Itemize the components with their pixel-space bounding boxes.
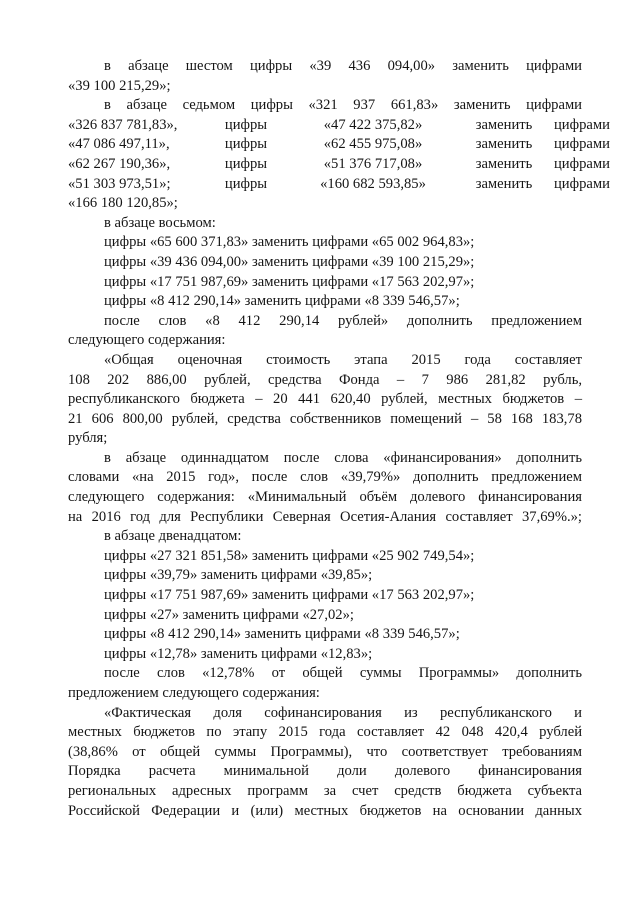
text-line: «Общая оценочная стоимость этапа 2015 года составляет [104,351,582,368]
text-line: цифры «8 412 290,14» заменить цифрами «8 339 546,57»; [104,293,460,310]
text-line: на 2016 год для Республики Северная Осетия-Алания составляет 37,69%.»; [68,508,582,525]
text-line-columns [68,135,610,155]
text-cell: «62 455 975,08» [323,136,423,153]
text-cell: цифры [224,175,268,192]
text-cell: «326 837 781,83», [68,116,178,133]
text-cell: «62 267 190,36», [68,155,171,172]
text-cell: цифры [224,136,268,153]
text-line: цифры «12,78» заменить цифрами «12,83»; [104,645,373,662]
text-line: Российской Федерации и (или) местных бюджетов на основании данных [68,802,582,819]
text-cell: цифрами [554,136,610,153]
text-line: 108 202 886,00 рублей, средства Фонда – 7 986 281,82 рубль, [68,371,582,388]
text-line: Порядка расчета минимальной доли долевого финансирования [68,763,582,780]
text-line: цифры «39,79» заменить цифрами «39,85»; [104,567,373,584]
text-line: цифры «8 412 290,14» заменить цифрами «8 339 546,57»; [104,626,460,643]
text-cell: цифры [224,116,268,133]
text-line: после слов «8 412 290,14 рублей» дополнить предложением [104,312,582,329]
text-line: республиканского бюджета – 20 441 620,40 рублей, местных бюджетов – [68,391,582,408]
text-line: цифры «27 321 851,58» заменить цифрами «25 902 749,54»; [104,547,475,564]
text-line: 21 606 800,00 рублей, средства собственников помещений – 58 168 183,78 [68,410,582,427]
text-cell: заменить [475,155,533,172]
text-line-columns [68,155,610,175]
text-cell: «160 682 593,85» [320,175,426,192]
text-line: в абзаце седьмом цифры «321 937 661,83» заменить цифрами [104,97,582,114]
text-line: цифры «27» заменить цифрами «27,02»; [104,606,354,623]
text-line: цифры «65 600 371,83» заменить цифрами «65 002 964,83»; [104,234,475,251]
text-cell: цифрами [554,155,610,172]
text-cell: заменить [475,136,533,153]
text-line: после слов «12,78% от общей суммы Программы» дополнить [104,665,582,682]
text-line: «Фактическая доля софинансирования из республиканского и [104,704,582,721]
text-cell: «51 376 717,08» [323,155,423,172]
text-cell: «47 422 375,82» [323,116,423,133]
text-line: цифры «39 436 094,00» заменить цифрами «39 100 215,29»; [104,253,475,270]
text-line: (38,86% от общей суммы Программы), что соответствует требованиям [68,743,582,760]
text-line: словами «на 2015 год», после слов «39,79%» дополнить предложением [68,469,582,486]
text-cell: цифрами [554,116,610,133]
text-line-columns [68,175,610,195]
text-line: в абзаце двенадцатом: [104,528,242,545]
text-line: «166 180 120,85»; [68,195,178,212]
text-cell: заменить [475,116,533,133]
text-cell: цифры [224,155,268,172]
text-line: в абзаце одиннадцатом после слова «финансирования» дополнить [104,449,582,466]
text-line: местных бюджетов по этапу 2015 года составляет 42 048 420,4 рублей [68,724,582,741]
text-line: следующего содержания: [68,332,226,349]
text-line: цифры «17 751 987,69» заменить цифрами «17 563 202,97»; [104,587,475,604]
text-cell: цифрами [554,175,610,192]
text-line-columns [68,116,610,136]
text-cell: заменить [475,175,533,192]
text-line: рубля; [68,430,108,447]
text-line: цифры «17 751 987,69» заменить цифрами «17 563 202,97»; [104,273,475,290]
text-line: следующего содержания: «Минимальный объём долевого финансирования [68,489,582,506]
text-line: предложением следующего содержания: [68,685,320,701]
text-line: в абзаце шестом цифры «39 436 094,00» заменить цифрами [104,58,582,74]
text-line: «39 100 215,29»; [68,77,171,94]
text-line: региональных адресных программ за счет средств бюджета субъекта [68,782,582,799]
text-cell: «47 086 497,11», [68,136,170,153]
text-cell: «51 303 973,51»; [68,175,171,192]
text-line: в абзаце восьмом: [104,214,216,231]
